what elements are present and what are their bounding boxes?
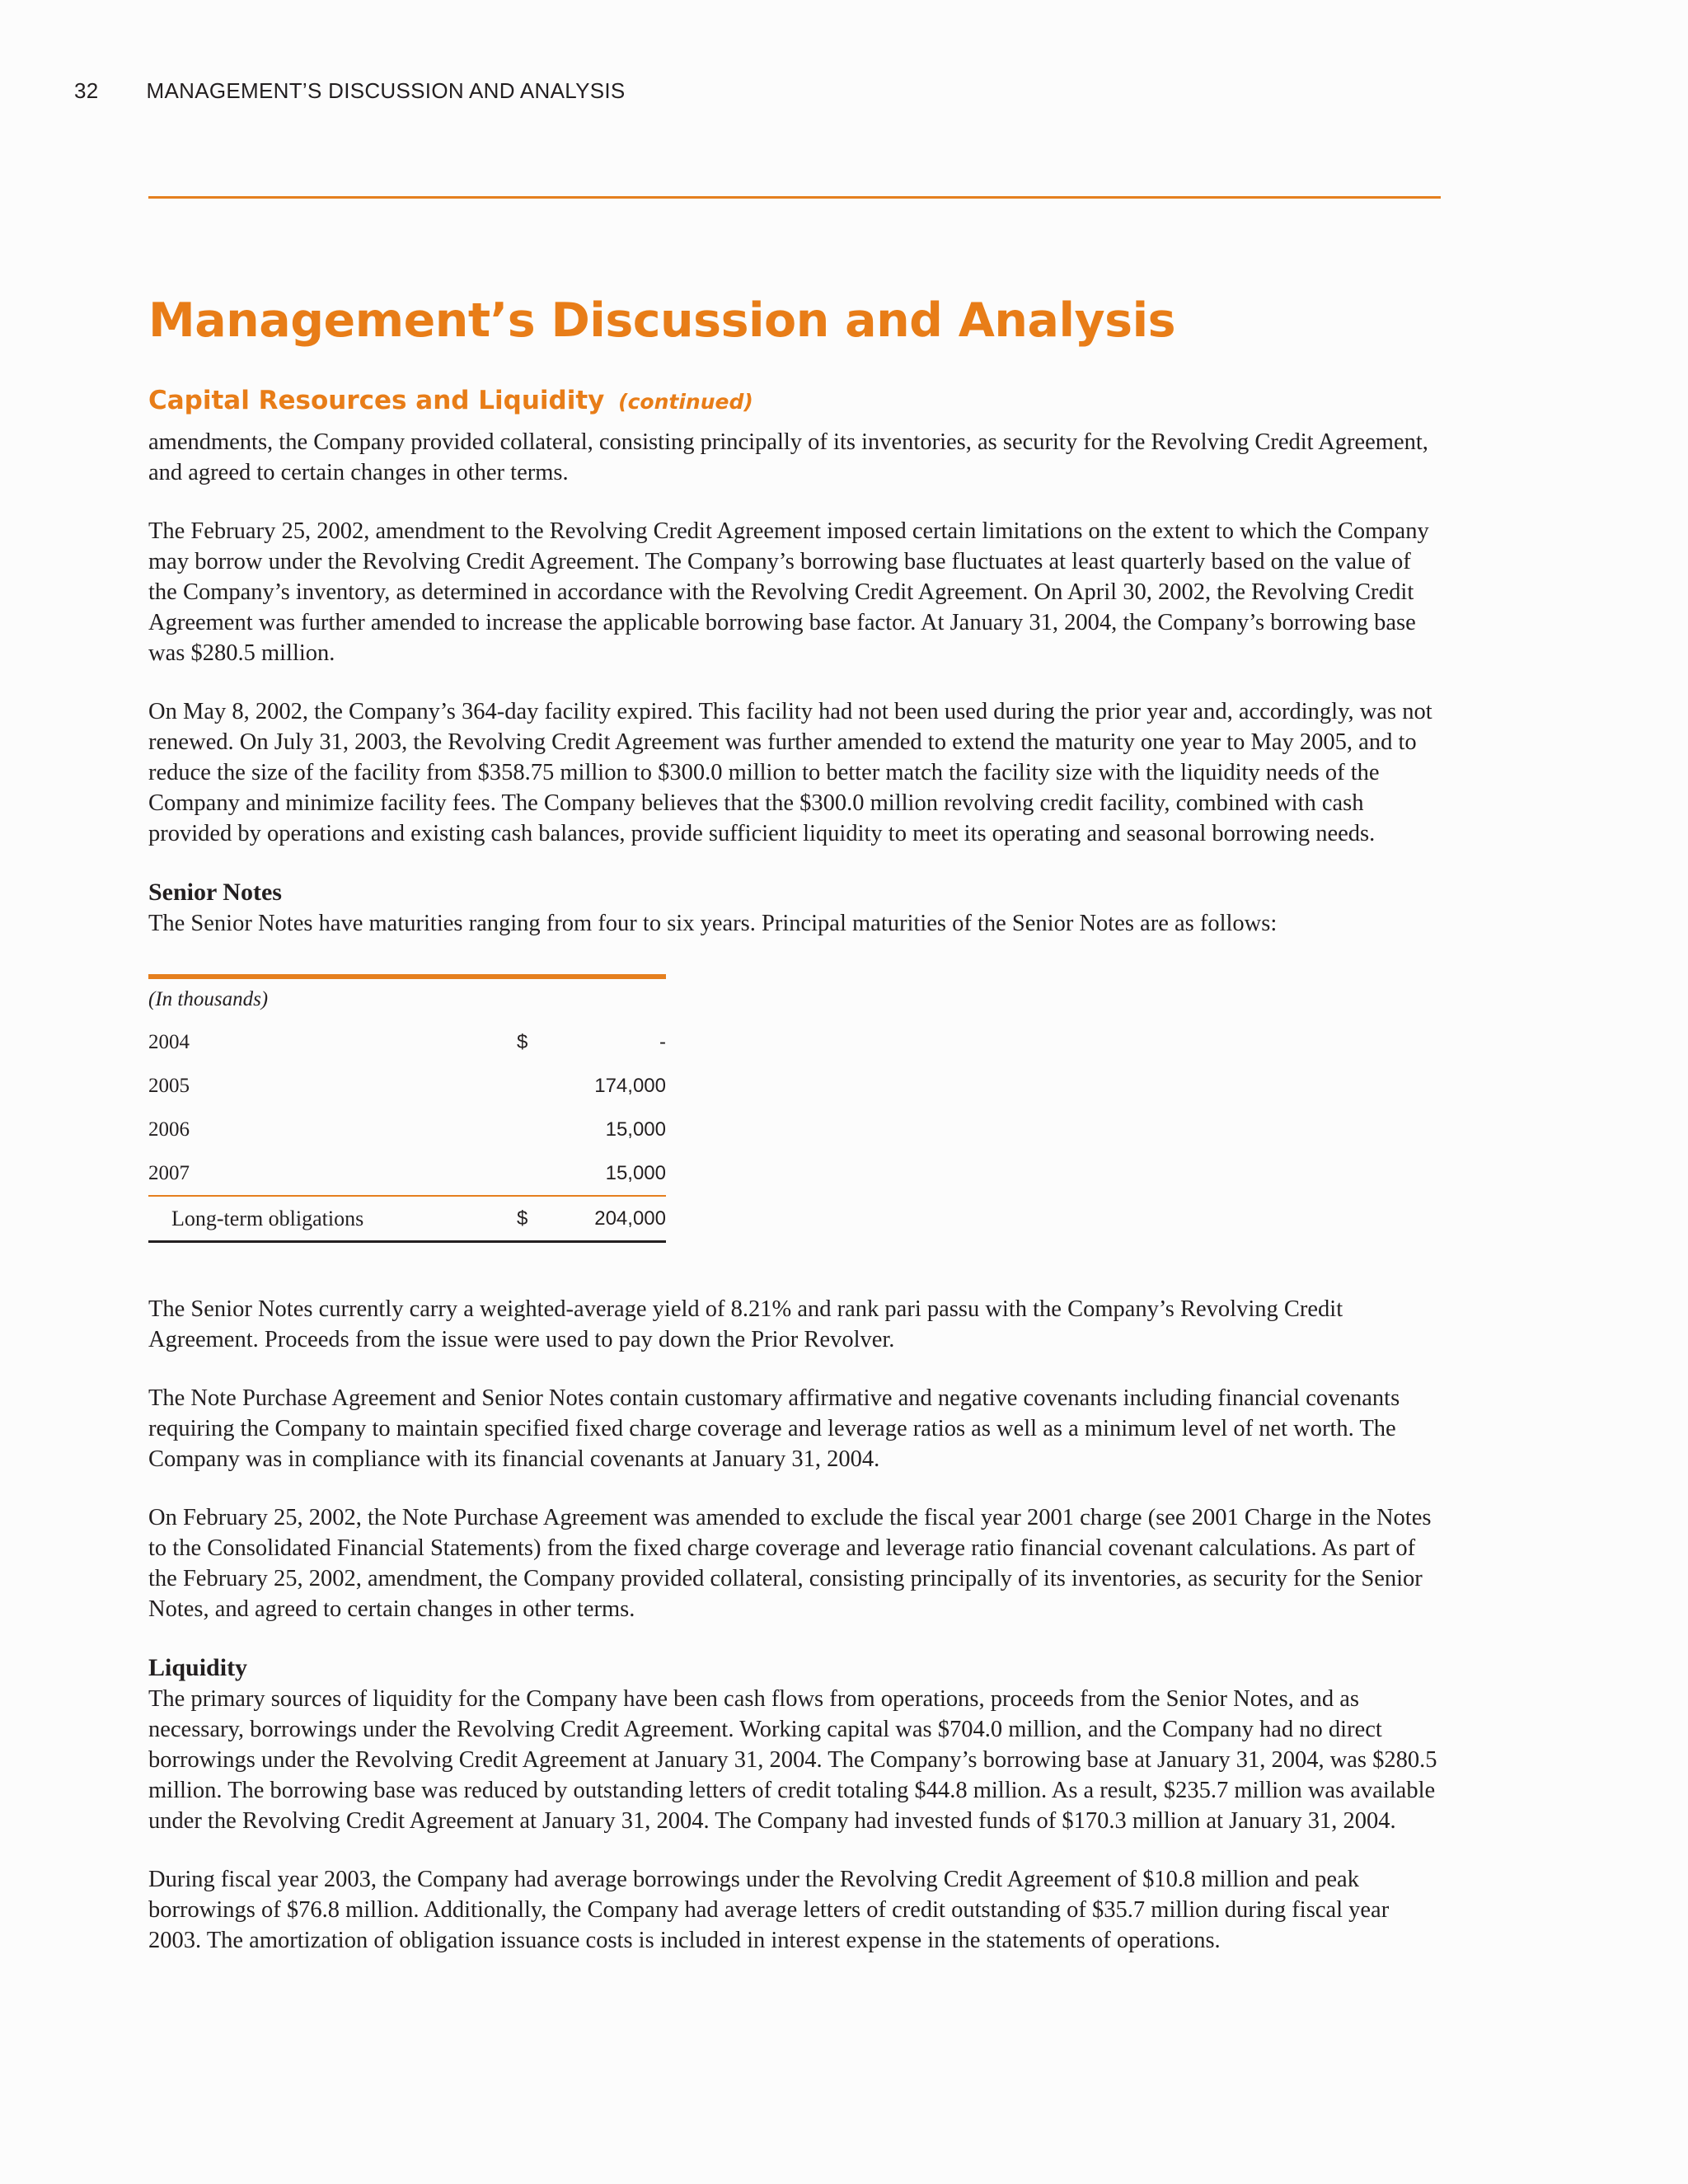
paragraph-borrowing-base: The February 25, 2002, amendment to the Revolving Credit Agreement imposed certain limitations on the extent to which the Company may borrow under the Revolving Credit Agreement. The Company’s borrowing base fluctuates at least quarterly based on the value of the Company’s inventory, as determined in accordance with the Revolving Credit Agreement. On April 30, 2002, the Revolving Credit Agreement was further amended to increase the applicable borrowing base factor. At January 31, 2004, the Company’s borrowing base was $280.5 million. <box>148 518 1429 666</box>
table-total-row <box>148 1197 666 1243</box>
table-row <box>148 1151 666 1197</box>
page-content <box>148 288 1441 1956</box>
section-title <box>148 384 1441 419</box>
table-cell-amount: 174,000 <box>594 1075 666 1097</box>
table-cell-year: 2004 <box>148 1031 190 1053</box>
table-cell-dollar: $ <box>517 1031 528 1053</box>
table-cell-amount: 15,000 <box>605 1162 666 1184</box>
header-rule <box>148 196 1441 199</box>
table-total-dollar: $ <box>517 1207 528 1230</box>
running-title: MANAGEMENT’S DISCUSSION AND ANALYSIS <box>146 78 626 103</box>
maturity-table <box>148 974 666 1243</box>
table-total-label: Long-term obligations <box>171 1207 364 1230</box>
running-header <box>74 78 626 104</box>
table-cell-year: 2006 <box>148 1118 190 1141</box>
paragraph-note-purchase-amendment: On February 25, 2002, the Note Purchase Agreement was amended to exclude the fiscal year 2001 charge (see 2001 Charge in the Notes to the Consolidated Financial Statements) from the fixed charge coverage and leverage ratio financial covenant calculations. As part of the February 25, 2002, amendment, the Company provided collateral, consisting principally of its inventories, as security for the Senior Notes, and agreed to certain changes in other terms. <box>148 1505 1432 1622</box>
paragraph-amendments: amendments, the Company provided collateral, consisting principally of its inventories, as security for the Revolving Credit Agreement, and agreed to certain changes in other terms. <box>148 429 1428 485</box>
paragraph-fiscal-2003-borrowings: During fiscal year 2003, the Company had average borrowings under the Revolving Credit Agreement of $10.8 million and peak borrowings of $76.8 million. Additionally, the Company had average letters of credit outstanding of $35.7 million during fiscal year 2003. The amortization of obligation issuance costs is included in interest expense in the statements of operations. <box>148 1867 1390 1953</box>
paragraph-senior-notes-intro: The Senior Notes have maturities ranging from four to six years. Principal maturities of the Senior Notes are as follows: <box>148 911 1278 936</box>
table-unit-label: (In thousands) <box>148 988 269 1010</box>
table-cell-amount: 15,000 <box>605 1118 666 1141</box>
paragraph-covenants: The Note Purchase Agreement and Senior Notes contain customary affirmative and negative covenants including financial covenants requiring the Company to maintain specified fixed charge coverage and leverage ratios as well as a minimum level of net worth. The Company was in compliance with its financial covenants at January 31, 2004. <box>148 1385 1400 1472</box>
paragraph-liquidity-sources: The primary sources of liquidity for the Company have been cash flows from operations, proceeds from the Senior Notes, and as necessary, borrowings under the Revolving Credit Agreement. Working capital was $704.0 million, and the Company had no direct borrowings under the Revolving Credit Agreement at January 31, 2004. The Company’s borrowing base at January 31, 2004, was $280.5 million. The borrowing base was reduced by outstanding letters of credit totaling $44.8 million. As a result, $235.7 million was available under the Revolving Credit Agreement at January 31, 2004. The Company had invested funds of $170.3 million at January 31, 2004. <box>148 1686 1437 1834</box>
paragraph-facility: On May 8, 2002, the Company’s 364-day facility expired. This facility had not been used during the prior year and, accordingly, was not renewed. On July 31, 2003, the Revolving Credit Agreement was further amended to extend the maturity one year to May 2005, and to reduce the size of the facility from $358.75 million to $300.0 million to better match the facility size with the liquidity needs of the Company and minimize facility fees. The Company believes that the $300.0 million revolving credit facility, combined with cash provided by operations and existing cash balances, provide sufficient liquidity to meet its operating and seasonal borrowing needs. <box>148 699 1432 846</box>
table-row <box>148 1064 666 1108</box>
page-number: 32 <box>74 78 99 103</box>
table-total-amount: 204,000 <box>594 1207 666 1230</box>
table-cell-year: 2007 <box>148 1162 190 1184</box>
senior-notes-heading: Senior Notes <box>148 879 282 906</box>
table-row <box>148 1020 666 1064</box>
section-continued-label: (continued) <box>618 390 753 414</box>
section-title-text: Capital Resources and Liquidity <box>148 386 605 415</box>
page-title: Management’s Discussion and Analysis <box>148 293 1176 348</box>
table-row <box>148 1108 666 1151</box>
table-cell-amount: - <box>659 1031 666 1053</box>
paragraph-yield: The Senior Notes currently carry a weighted-average yield of 8.21% and rank pari passu with the Company’s Revolving Credit Agreement. Proceeds from the issue were used to pay down the Prior Revolver. <box>148 1296 1343 1352</box>
table-cell-year: 2005 <box>148 1075 190 1097</box>
liquidity-heading: Liquidity <box>148 1654 248 1681</box>
